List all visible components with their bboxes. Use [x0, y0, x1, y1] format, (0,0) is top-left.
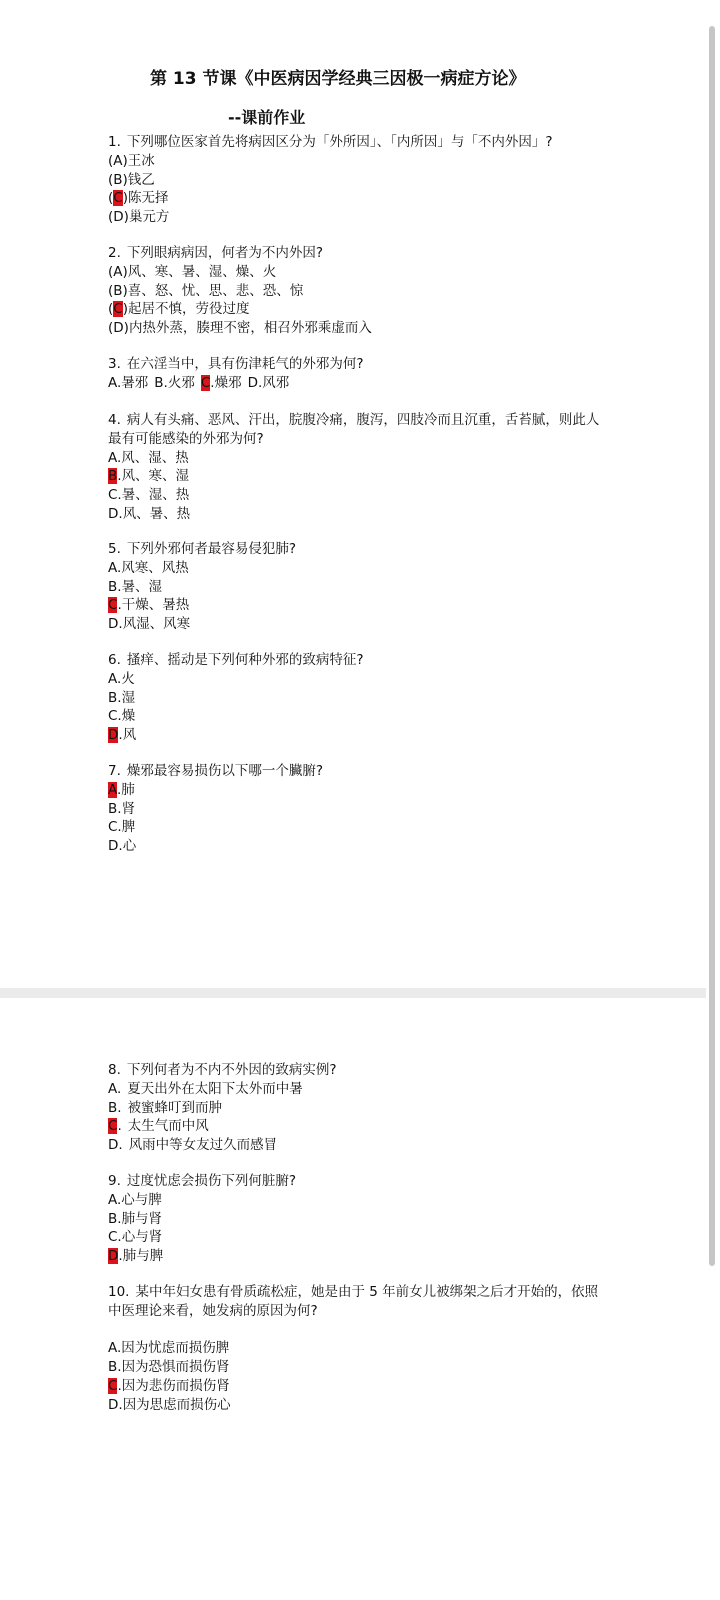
option-letter: A.: [108, 449, 122, 466]
option-letter: A.: [108, 559, 122, 576]
option-text: 被蜜蜂叮到而肿: [127, 1099, 223, 1116]
option-letter: B.: [108, 800, 122, 817]
option-text: 心与脾: [121, 1191, 162, 1208]
option-text: 风雨中等女友过久而感冒: [128, 1137, 278, 1154]
option-letter: C.: [108, 819, 122, 836]
option-c: [108, 707, 608, 726]
option-c: [108, 1228, 608, 1247]
option-letter: A.: [108, 1191, 122, 1208]
option-text: 因为悲伤而损伤肾: [121, 1377, 230, 1394]
option-a: [108, 559, 608, 578]
question-stem: 下列哪位医家首先将病因区分为「外所因」、「内所因」与「不内外因」?: [126, 134, 553, 150]
question-number: 8.: [108, 1062, 121, 1078]
question-number: 1.: [108, 134, 121, 150]
vertical-scrollbar[interactable]: [706, 0, 720, 1600]
option-c-answer: [108, 596, 608, 615]
option-letter: B.: [108, 1210, 122, 1227]
question-9: [108, 1172, 608, 1266]
question-stem: 病人有头痛、恶风、汗出，脘腹冷痛，腹泻，四肢冷而且沉重，舌苔腻，则此人最有可能感染的外邪为何?: [108, 412, 600, 447]
answer-highlight: D: [108, 727, 119, 744]
option-a: [108, 670, 608, 689]
option-c: [108, 818, 608, 837]
question-number: 3.: [108, 356, 121, 372]
question-stem: 过度忧虑会损伤下列何脏腑?: [126, 1173, 297, 1189]
question-6: [108, 651, 608, 745]
option-text: 内热外蒸，腠理不密，相召外邪乘虚而入: [128, 320, 372, 337]
answer-highlight: C: [108, 597, 118, 614]
question-stem: 搔痒、摇动是下列何种外邪的致病特征?: [126, 652, 364, 668]
question-5: [108, 540, 608, 634]
option-text: 钱乙: [127, 171, 155, 188]
option-b: [108, 282, 608, 301]
option-d: [108, 1136, 608, 1155]
document-subtitle: --课前作业: [228, 108, 306, 127]
option-c-answer: [108, 189, 608, 208]
option-letter-prefix: (: [108, 190, 114, 207]
option-text: 太生气而中风: [127, 1118, 209, 1135]
option-text: 因为思虑而损伤心: [122, 1396, 231, 1413]
option-text: 肺: [121, 781, 135, 798]
question-2: [108, 244, 608, 338]
question-stem: 燥邪最容易损伤以下哪一个臟腑?: [126, 763, 324, 779]
option-text: 因为忧虑而损伤脾: [121, 1340, 230, 1357]
option-text: 因为恐惧而损伤肾: [121, 1359, 230, 1376]
option-c: [108, 486, 608, 505]
inline-options: [108, 374, 608, 393]
scrollbar-thumb[interactable]: [709, 26, 715, 1266]
option-d: [108, 1396, 608, 1415]
question-8: [108, 1061, 608, 1155]
question-text: [108, 540, 608, 559]
question-text: [108, 244, 608, 263]
option-d: [108, 208, 608, 227]
option-text: 风、寒、湿: [121, 468, 190, 485]
option-c-text: .燥邪: [210, 374, 242, 391]
option-text: 脾: [121, 819, 136, 836]
question-10: [108, 1283, 608, 1415]
option-text: 喜、怒、忧、思、悲、恐、惊: [127, 282, 304, 299]
question-stem: 下列外邪何者最容易侵犯肺?: [126, 541, 297, 557]
option-text: 风、暑、热: [122, 505, 191, 522]
option-letter-suffix: ): [122, 190, 128, 207]
question-stem: 某中年妇女患有骨质疏松症，她是由于 5 年前女儿被绑架之后才开始的，依照中医理论来看，她发病的原因为何?: [108, 1284, 599, 1319]
option-a: [108, 1080, 608, 1099]
option-text: 风、寒、暑、湿、燥、火: [127, 263, 277, 280]
option-letter: (A): [108, 263, 128, 280]
option-text: 风: [122, 727, 137, 744]
answer-highlight: C: [108, 1118, 118, 1135]
option-letter: D.: [108, 1396, 123, 1413]
option-text: 巢元方: [128, 209, 170, 226]
option-letter-suffix: .: [117, 1377, 122, 1394]
question-text: [108, 762, 608, 781]
option-a: [108, 1339, 608, 1358]
option-text: 风、湿、热: [121, 449, 189, 466]
option-a: [108, 263, 608, 282]
option-letter: D.: [108, 616, 123, 633]
option-text: 王冰: [127, 152, 155, 169]
question-text: [108, 1061, 608, 1080]
option-c-answer: [108, 300, 608, 319]
question-stem: 下列何者为不内不外因的致病实例?: [126, 1062, 337, 1078]
option-text: 肺与肾: [121, 1210, 163, 1227]
option-text: 起居不慎，劳役过度: [128, 301, 250, 318]
question-text: [108, 355, 608, 374]
option-letter: C.: [108, 708, 122, 725]
option-letter: (B): [108, 282, 128, 299]
option-text: 干燥、暑热: [121, 597, 190, 614]
option-d-answer: [108, 726, 608, 745]
answer-highlight: A: [108, 781, 117, 798]
option-letter: D.: [108, 505, 123, 522]
question-4: [108, 411, 608, 524]
document-title: 第 13 节课《中医病因学经典三因极一病症方论》: [150, 69, 526, 89]
option-a: [108, 1191, 608, 1210]
answer-highlight: C: [113, 301, 123, 318]
option-b: [108, 800, 608, 819]
question-number: 4.: [108, 412, 121, 428]
option-text: 肺与脾: [122, 1248, 164, 1265]
option-letter: A.: [108, 670, 122, 687]
option-letter: B.: [108, 689, 122, 706]
option-letter-suffix: .: [117, 597, 122, 614]
answer-highlight: C: [108, 1377, 118, 1394]
option-b: [108, 689, 608, 708]
question-text: [108, 651, 608, 670]
option-d: [108, 319, 608, 338]
option-d: [108, 837, 608, 856]
option-letter-suffix: .: [117, 1118, 122, 1135]
option-b: [108, 171, 608, 190]
question-number: 10.: [108, 1284, 130, 1300]
option-d: [108, 615, 608, 634]
option-text: 火: [121, 670, 135, 687]
option-letter: C.: [108, 487, 122, 504]
option-b: [108, 578, 608, 597]
question-text: [108, 133, 608, 152]
option-letter: D.: [108, 838, 123, 855]
option-letter-prefix: (: [108, 301, 114, 318]
option-text: 风湿、风寒: [122, 616, 191, 633]
option-text: 风寒、风热: [121, 559, 189, 576]
question-number: 5.: [108, 541, 121, 557]
option-letter-suffix: .: [118, 1248, 123, 1265]
question-number: 2.: [108, 245, 121, 261]
question-3: [108, 355, 608, 393]
option-text: 心与肾: [121, 1229, 163, 1246]
option-b: [108, 1358, 608, 1377]
option-text: 夏天出外在太阳下太外而中暑: [127, 1080, 303, 1097]
option-letter: (A): [108, 152, 128, 169]
option-letter: B.: [108, 1099, 122, 1116]
option-letter-suffix: .: [117, 468, 122, 485]
option-letter: A.: [108, 1340, 122, 1357]
answer-highlight: B: [108, 468, 118, 485]
question-text: [108, 411, 608, 449]
option-a: A.暑邪: [108, 374, 149, 391]
option-text: 湿: [121, 689, 136, 706]
question-text: [108, 1172, 608, 1191]
option-letter-suffix: ): [122, 301, 128, 318]
answer-highlight: C: [113, 190, 123, 207]
option-letter: (D): [108, 320, 129, 337]
option-a-answer: [108, 781, 608, 800]
question-stem: 下列眼病病因，何者为不内外因?: [126, 245, 324, 261]
option-d: D.风邪: [247, 374, 290, 391]
option-a: [108, 152, 608, 171]
option-b: B.火邪: [154, 374, 195, 391]
option-text: 肾: [121, 800, 136, 817]
option-b: [108, 1099, 608, 1118]
option-c-answer: [108, 1377, 608, 1396]
question-1: [108, 133, 608, 227]
option-letter: A.: [108, 1080, 122, 1097]
option-d-answer: [108, 1247, 608, 1266]
option-letter: B.: [108, 1359, 122, 1376]
question-text: [108, 1283, 608, 1321]
option-letter: B.: [108, 578, 122, 595]
option-text: 陈无择: [128, 190, 169, 207]
question-7: [108, 762, 608, 856]
option-d: [108, 505, 608, 524]
option-letter: (B): [108, 171, 128, 188]
option-a: [108, 449, 608, 468]
option-text: 燥: [121, 708, 136, 725]
option-letter: D.: [108, 1137, 123, 1154]
option-text: 暑、湿、热: [121, 487, 190, 504]
question-stem: 在六淫当中，具有伤津耗气的外邪为何?: [126, 356, 364, 372]
option-letter: C.: [108, 1229, 122, 1246]
option-text: 暑、湿: [121, 578, 163, 595]
option-c-answer: [108, 1117, 608, 1136]
option-b-answer: [108, 467, 608, 486]
page-separator: [0, 988, 706, 998]
question-number: 9.: [108, 1173, 121, 1189]
option-b: [108, 1210, 608, 1229]
answer-highlight: D: [108, 1248, 119, 1265]
answer-highlight: C: [200, 374, 211, 391]
option-text: 心: [122, 838, 137, 855]
question-number: 7.: [108, 763, 121, 779]
option-letter-suffix: .: [118, 727, 123, 744]
document-page-2: [0, 998, 706, 1600]
question-number: 6.: [108, 652, 121, 668]
option-letter-suffix: .: [117, 781, 122, 798]
option-letter: (D): [108, 209, 129, 226]
